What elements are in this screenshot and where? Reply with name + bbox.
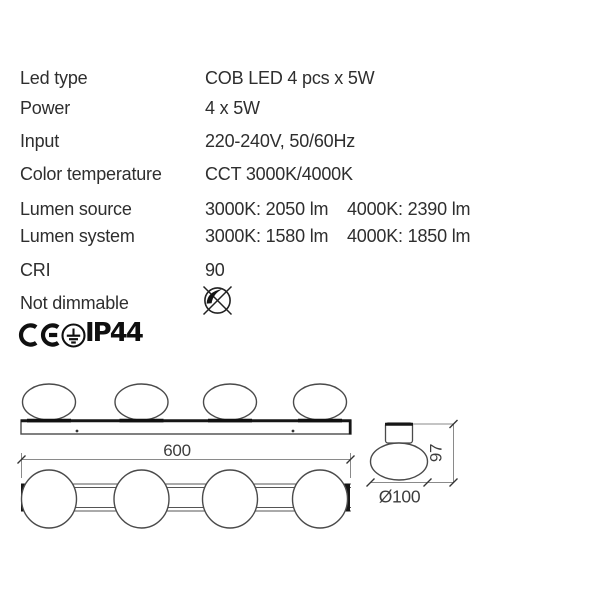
spec-row-led-type [0,67,600,89]
ce-mark-icon [18,322,60,348]
class-i-earth-icon [61,323,86,348]
spec-row-not-dimmable [0,292,600,314]
spec-label: Power [20,98,71,118]
height-dimension-label: 97 [426,443,446,463]
spec-label: Not dimmable [20,293,129,313]
mounting-hole-dot [76,430,79,433]
spec-label: Lumen system [20,226,135,246]
spec-label: CRI [20,260,51,280]
spec-value-4000k: 4000K: 2390 lm [347,199,471,219]
spec-value: 4 x 5W [205,98,260,118]
spec-row-color-temperature [0,163,600,185]
width-dimension [18,441,355,478]
ip-rating-label: IP44 [85,318,142,348]
spec-row-input [0,130,600,152]
diameter-dimension-label: Ø100 [378,486,421,507]
spec-row-lumen-system [0,225,600,247]
spec-value-3000k: 3000K: 1580 lm [205,226,329,246]
spec-row-cri [0,259,600,281]
spec-label: Lumen source [20,199,132,219]
spec-value: COB LED 4 pcs x 5W [205,68,375,88]
spec-row-lumen-source [0,198,600,220]
not-dimmable-icon [199,282,236,319]
width-dimension-label: 600 [163,441,191,460]
spec-value: CCT 3000K/4000K [205,164,353,184]
spec-value: 220-240V, 50/60Hz [205,131,356,151]
side-detail-drawing [367,420,458,507]
spec-value-4000k: 4000K: 1850 lm [347,226,471,246]
spec-value: 90 [205,260,225,280]
spec-label: Led type [20,68,88,88]
spec-row-power [0,97,600,119]
spec-label: Color temperature [20,164,162,184]
top-view-drawing [21,384,351,435]
spec-value-3000k: 3000K: 2050 lm [205,199,329,219]
technical-drawing [0,372,480,550]
front-view-drawing [21,470,351,528]
spec-label: Input [20,131,60,151]
mounting-hole-dot [292,430,295,433]
